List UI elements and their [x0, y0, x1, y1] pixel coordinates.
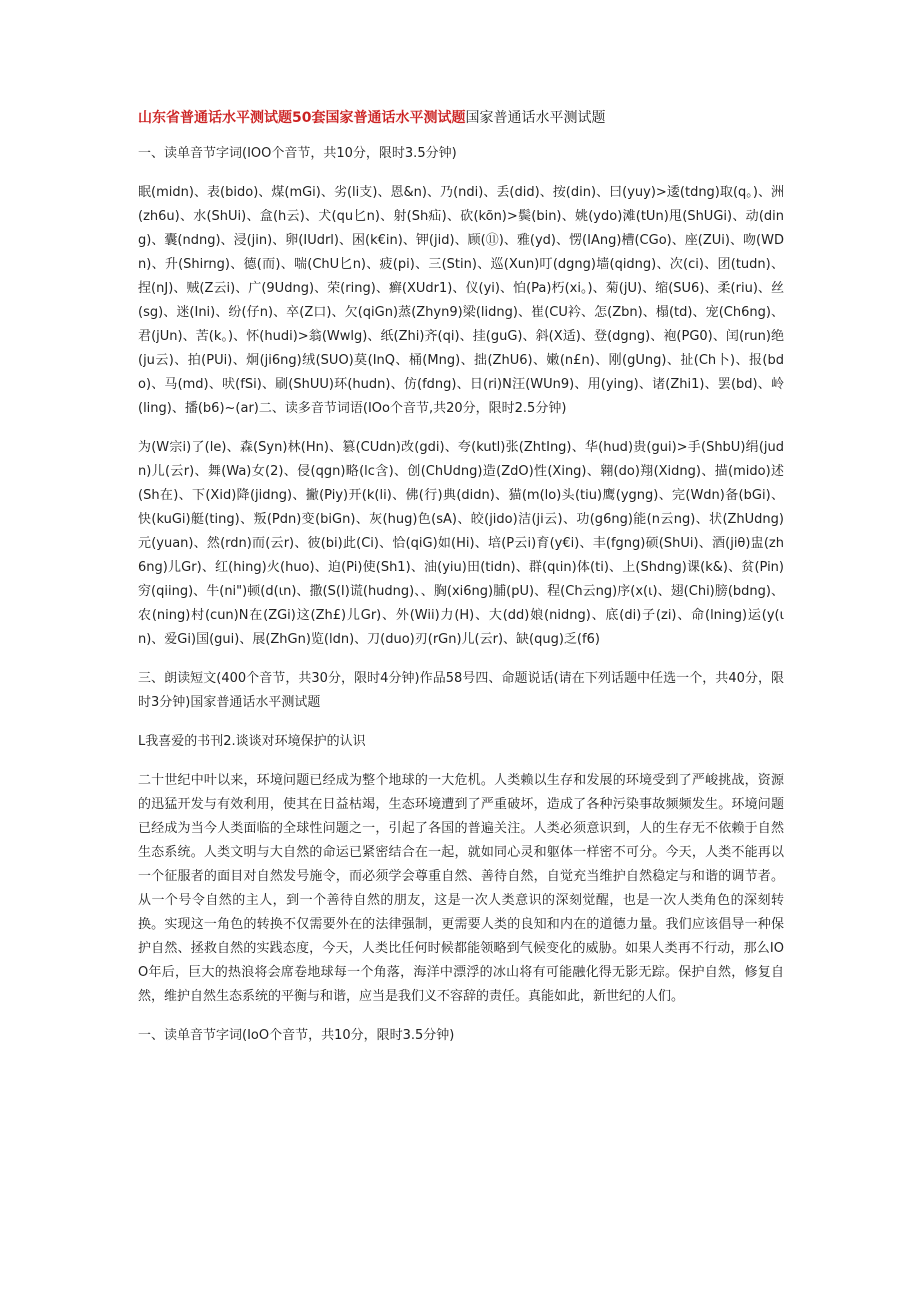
topics-line: L我喜爱的书刊2.谈谈对环境保护的认识	[138, 734, 366, 749]
title-suffix: 国家普通话水平测试题	[465, 110, 606, 126]
document-title	[138, 106, 784, 130]
section1-body: 眠(midn)、表(bido)、煤(mGi)、劣(li支)、恩&n)、乃(ndi)、丢(did)、按(din)、曰(yuy)>逶(tdng)取(q。)、洲(zh6u)、水(ShUi)、盒(h云)、犬(qu匕n)、射(Sh疝)、砍(kõn)>鬓(bin)、姚(ydo)滩(tUn)甩(ShUGi)、动(ding)、囊(ndng)、浸(jin)、卵(IUdrl)、困(k€in)、钾(jid)、顾(⑪)、雅(yd)、愣(IAng)槽(CGo)、座(ZUi)、吻(WDn)、升(Shirng)、德(而)、喘(ChU匕n)、疲(pi)、三(Stin)、巡(Xun)叮(dgng)墙(qidng)、次(ci)、团(tudn)、捏(nJ)、贼(Z云i)、广(9Udng)、荣(ring)、癣(XUdr1)、仪(yi)、怕(Pa)朽(xi。)、菊(jU)、缩(SU6)、柔(riu)、丝(sg)、迷(Ini)、纷(仔n)、卒(Z口)、欠(qiGn)蒸(Zhyn9)梁(lidng)、崔(CU衿、怎(Zbn)、榻(td)、宠(Ch6ng)、君(jUn)、苦(k。)、怀(hudi)>翁(Wwlg)、纸(Zhi)齐(qi)、挂(guG)、斜(X适)、登(dgng)、袍(PG0)、闰(run)绝(ju云)、拍(PUi)、炯(ji6ng)绒(SUO)莫(InQ、桶(Mng)、拙(ZhU6)、嫩(n£n)、刚(gUng)、扯(Ch卜)、报(bdo)、马(md)、吠(fSi)、刷(ShUU)环(hudn)、仿(fdng)、日(ri)N汪(WUn9)、用(ying)、诸(Zhi1)、罢(bd)、岭(ling)、播(b6)~(ar)二、读多音节词语(IOo个音节,共20分，限时2.5分钟)	[138, 185, 784, 416]
section2-body: 为(W宗i)了(le)、森(Syn)林(Hn)、篡(CUdn)改(gdi)、夸(kutl)张(ZhtIng)、华(hud)贵(gui)>手(ShbU)绢(judn)儿(云r)、舞(Wa)女(2)、侵(qgn)略(lc含)、创(ChUdng)造(ZdO)性(Xing)、翱(do)翔(Xidng)、描(mido)述(Sh在)、下(Xid)降(jidng)、撇(Piy)开(k(li)、佛(行)典(didn)、猫(m(lo)头(tiu)鹰(ygng)、完(Wdn)备(bGi)、快(kuGi)艇(ting)、叛(Pdn)变(biGn)、灰(hug)色(sA)、皎(jido)洁(ji云)、功(g6ng)能(n云ng)、状(ZhUdng)元(yuan)、然(rdn)而(云r)、彼(bi)此(Ci)、恰(qiG)如(Hi)、培(P云i)育(y€i)、丰(fgng)硕(ShUi)、酒(jiθ)盅(zh6ng)儿Gr)、红(hing)火(huo)、迫(Pi)使(Sh1)、油(yiu)田(tidn)、群(qιin)体(ti)、上(Shdng)课(k&)、贫(Pin)穷(qiing)、牛(ni")顿(d(ιn)、撒(S(I)谎(hudng)、、胸(xi6ng)脯(pU)、程(Ch云ng)序(x(ι)、翅(Chi)膀(bdng)、农(ning)村(cun)N在(ZGi)这(Zh£)儿Gr)、外(Wii)力(H)、大(dd)娘(nidng)、底(di)子(zi)、命(lning)运(y(ιn)、爱Gi)国(gui)、展(ZhGn)览(ldn)、刀(duo)刃(rGn)儿(云r)、缺(qug)乏(f6)	[138, 440, 784, 647]
title-link-text[interactable]: 山东省普通话水平测试题50套国家普通话水平测试题	[138, 110, 466, 126]
section1-heading: 一、读单音节字词(IOO个音节，共10分，限时3.5分钟)	[138, 146, 457, 161]
document-content	[138, 106, 784, 1063]
footer-heading: 一、读单音节字词(IoO个音节，共10分，限时3.5分钟)	[138, 1028, 455, 1043]
essay-body: 二十世纪中叶以来，环境问题已经成为整个地球的一大危机。人类赖以生存和发展的环境受到了严峻挑战，资源的迅猛开发与有效利用，使其在日益枯竭，生态环境遭到了严重破坏，造成了各种污染事故频频发生。环境问题已经成为当今人类面临的全球性问题之一，引起了各国的普遍关注。人类必须意识到，人的生存无不依赖于自然生态系统。人类文明与大自然的命运已紧密结合在一起，就如同心灵和躯体一样密不可分。今天，人类不能再以一个征服者的面目对自然发号施令，而必须学会尊重自然、善待自然，自觉充当维护自然稳定与和谐的调节者。从一个号令自然的主人，到一个善待自然的朋友，这是一次人类意识的深刻觉醒，也是一次人类角色的深刻转换。实现这一角色的转换不仅需要外在的法律强制，更需要人类的良知和内在的道德力量。我们应该倡导一种保护自然、拯救自然的实践态度，今天，人类比任何时候都能领略到气候变化的威胁。如果人类再不行动，那么IOO年后，巨大的热浪将会席卷地球每一个角落，海洋中漂浮的冰山将有可能融化得无影无踪。保护自然，修复自然，维护自然生态系统的平衡与和谐，应当是我们义不容辞的责任。真能如此，新世纪的人们。	[138, 773, 784, 1004]
section3-body: 三、朗读短文(400个音节，共30分，限时4分钟)作品58号四、命题说话(请在下列话题中任选一个，共40分，限时3分钟)国家普通话水平测试题	[138, 671, 784, 710]
